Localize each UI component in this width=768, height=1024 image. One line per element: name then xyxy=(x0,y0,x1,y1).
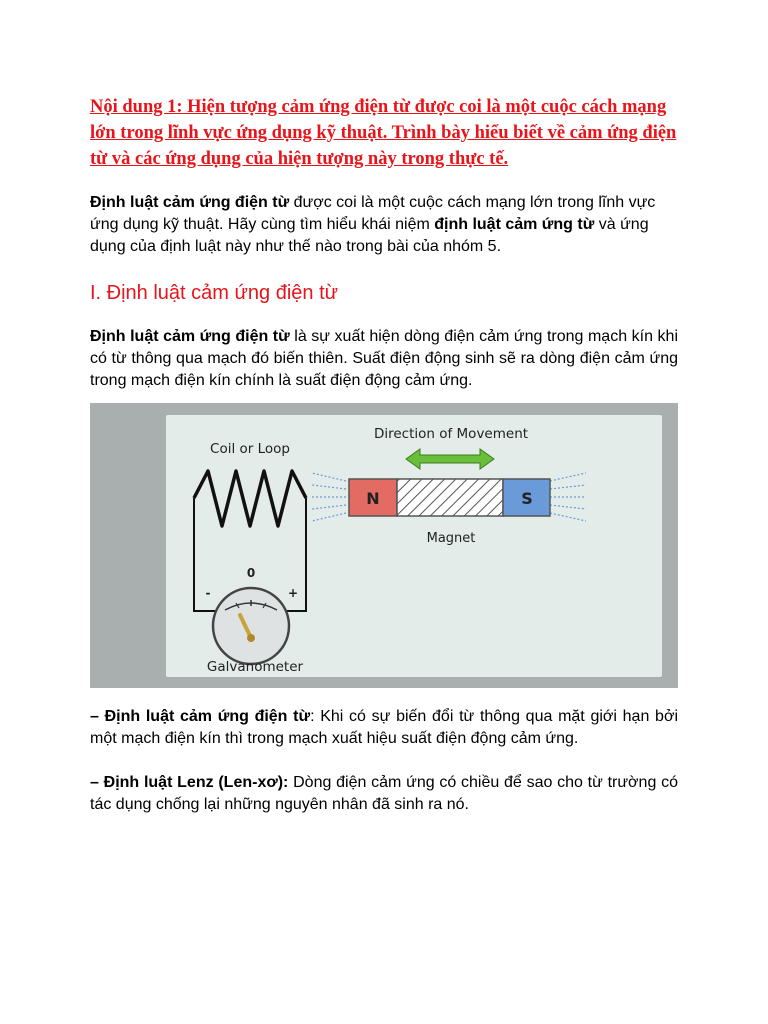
galvanometer-dial xyxy=(213,588,289,664)
definition-paragraph xyxy=(90,326,678,392)
south-label: S xyxy=(521,489,533,508)
intro-bold-term-2: định luật cảm ứng từ xyxy=(434,216,595,233)
intro-paragraph xyxy=(90,192,678,258)
diagram-svg xyxy=(90,403,678,688)
lenz-law-text: Dòng điện cảm ứng có chiều để sao cho từ trường có tác dụng chống lại những nguyên nhân đã sinh ra nó. xyxy=(90,774,678,813)
north-label: N xyxy=(366,489,380,508)
induction-law-term: – Định luật cảm ứng điện từ xyxy=(90,708,311,725)
plus-label: + xyxy=(287,586,299,600)
section-title: I. Định luật cảm ứng điện từ xyxy=(90,282,339,304)
induction-diagram xyxy=(90,403,678,688)
coil-label: Coil or Loop xyxy=(210,441,290,457)
intro-text-2: và ứng dụng của định luật này như thế nào trong bài của nhóm 5. xyxy=(90,216,649,255)
intro-text-1: được coi là một cuộc cách mạng lớn trong lĩnh vực ứng dụng kỹ thuật. Hãy cùng tìm hiểu khái niệm xyxy=(90,194,656,233)
needle-pivot xyxy=(247,634,255,642)
galvanometer-label: Galvanometer xyxy=(206,659,304,675)
definition-bold-term: Định luật cảm ứng điện từ xyxy=(90,328,290,345)
scale-zero-label: 0 xyxy=(246,566,256,580)
lenz-law-paragraph xyxy=(90,772,678,816)
lenz-law-term: – Định luật Lenz (Len-xơ): xyxy=(90,774,289,791)
minus-label: - xyxy=(205,586,211,600)
induction-law-paragraph xyxy=(90,706,678,750)
magnet-label: Magnet xyxy=(426,531,476,546)
magnet-body xyxy=(397,479,503,516)
intro-bold-term: Định luật cảm ứng điện từ xyxy=(90,194,290,211)
content-heading: Nội dung 1: Hiện tượng cảm ứng điện từ được coi là một cuộc cách mạng lớn trong lĩnh vực ứng dụng kỹ thuật. Trình bày hiểu biết về cảm ứng điện từ và các ứng dụng của hiện tượng này trong thực tế. xyxy=(90,97,677,169)
laws-section xyxy=(90,706,678,838)
direction-label: Direction of Movement xyxy=(373,426,529,442)
definition-text: là sự xuất hiện dòng điện cảm ứng trong mạch kín khi có từ thông qua mạch đó biến thiên. Suất điện động sinh sẽ ra dòng điện cảm ứng trong mạch điện kín chính là suất điện động cảm ứng. xyxy=(90,328,679,389)
induction-law-text: : Khi có sự biến đổi từ thông qua mặt giới hạn bởi một mạch điện kín thì trong mạch xuất hiệu suất điện động cảm ứng. xyxy=(90,708,678,747)
document-body xyxy=(90,94,678,392)
